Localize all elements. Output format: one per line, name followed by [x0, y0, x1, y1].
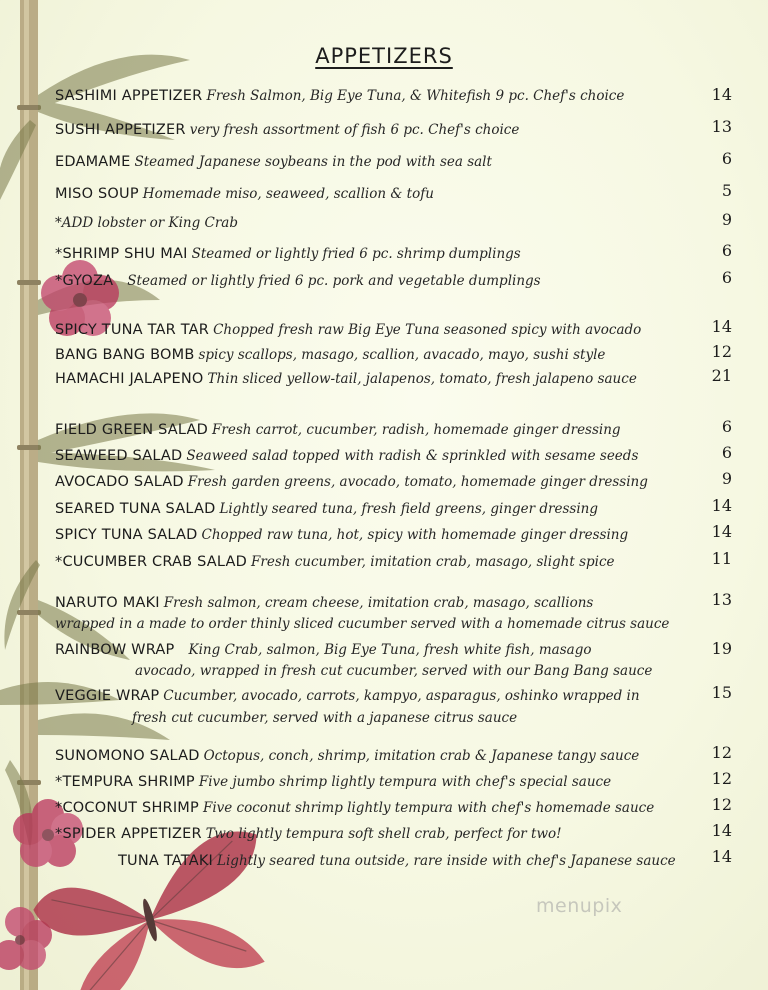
item-price: 6	[721, 417, 732, 436]
item-name: *CUCUMBER CRAB SALAD	[55, 554, 248, 570]
item-description: spicy scallops, masago, scallion, avacado, mayo, sushi style	[198, 347, 606, 363]
item-name: SEAWEED SALAD	[55, 448, 183, 464]
item-price: 6	[721, 149, 732, 168]
item-name: BANG BANG BOMB	[55, 347, 195, 363]
item-name: *GYOZA	[55, 273, 114, 289]
item-price: 5	[721, 181, 732, 200]
item-name: SPICY TUNA SALAD	[55, 527, 198, 543]
item-description: Steamed or lightly fried 6 pc. shrimp dumplings	[191, 246, 521, 262]
item-description: Five jumbo shrimp lightly tempura with chef's special sauce	[198, 774, 612, 790]
item-price: 19	[711, 639, 732, 658]
item-price: 13	[711, 590, 732, 609]
item-price: 21	[711, 366, 732, 385]
menu-item	[55, 638, 680, 660]
item-description: Chopped fresh raw Big Eye Tuna seasoned spicy with avocado	[213, 322, 642, 338]
item-description: Two lightly tempura soft shell crab, perfect for two!	[205, 826, 562, 842]
item-description: Fresh garden greens, avocado, tomato, homemade ginger dressing	[187, 474, 648, 490]
item-description: Octopus, conch, shrimp, imitation crab & Japanese tangy sauce	[203, 748, 640, 764]
item-name: SUSHI APPETIZER	[55, 122, 186, 138]
item-description: Five coconut shrimp lightly tempura with chef's homemade sauce	[202, 800, 655, 816]
menu-item	[55, 822, 680, 844]
item-price: 14	[711, 317, 732, 336]
item-name: SASHIMI APPETIZER	[55, 88, 203, 104]
menu-item	[55, 242, 680, 264]
menu-item	[55, 744, 680, 766]
menu-item	[118, 849, 688, 871]
menu-item	[55, 118, 680, 140]
menu-item	[55, 684, 680, 706]
menu-item	[55, 367, 680, 389]
item-price: 15	[711, 683, 732, 702]
menu-item	[55, 150, 680, 172]
item-description-continued: fresh cut cucumber, served with a japanese citrus sauce	[132, 710, 518, 726]
menu-item	[55, 523, 680, 545]
item-price: 12	[711, 769, 732, 788]
item-price: 14	[711, 85, 732, 104]
menu-item	[55, 182, 680, 204]
menu-item	[55, 318, 680, 340]
item-name: SPICY TUNA TAR TAR	[55, 322, 210, 338]
item-price: 11	[711, 549, 732, 568]
item-price: 12	[711, 342, 732, 361]
item-description: Thin sliced yellow-tail, jalapenos, tomato, fresh jalapeno sauce	[207, 371, 637, 387]
item-name: FIELD GREEN SALAD	[55, 422, 209, 438]
item-description: Seaweed salad topped with radish & sprinkled with sesame seeds	[186, 448, 639, 464]
item-price: 9	[721, 210, 732, 229]
item-description: Homemade miso, seaweed, scallion & tofu	[142, 186, 434, 202]
watermark-logo: menupix	[536, 895, 623, 917]
item-price: 12	[711, 795, 732, 814]
menu-item	[55, 796, 680, 818]
menu-item	[55, 343, 680, 365]
item-description: Steamed Japanese soybeans in the pod with sea salt	[134, 154, 492, 170]
item-description: Lightly seared tuna outside, rare inside with chef's Japanese sauce	[217, 853, 676, 869]
item-name: NARUTO MAKI	[55, 595, 160, 611]
item-description: Steamed or lightly fried 6 pc. pork and vegetable dumplings	[127, 273, 541, 289]
menu-item	[55, 418, 680, 440]
item-description: Fresh cucumber, imitation crab, masago, slight spice	[251, 554, 615, 570]
item-description: Fresh Salmon, Big Eye Tuna, & Whitefish 9 pc. Chef's choice	[206, 88, 625, 104]
item-price: 14	[711, 496, 732, 515]
item-name: TUNA TATAKI	[118, 853, 214, 869]
item-price: 6	[721, 241, 732, 260]
page-title: APPETIZERS	[315, 44, 453, 68]
item-price: 6	[721, 443, 732, 462]
item-name: HAMACHI JALAPENO	[55, 371, 204, 387]
item-price: 13	[711, 117, 732, 136]
menu-item	[55, 470, 680, 492]
item-name: *SHRIMP SHU MAI	[55, 246, 188, 262]
item-name: MISO SOUP	[55, 186, 139, 202]
item-name: *TEMPURA SHRIMP	[55, 774, 195, 790]
item-description: Chopped raw tuna, hot, spicy with homemade ginger dressing	[201, 527, 629, 543]
item-price: 14	[711, 847, 732, 866]
item-price: 14	[711, 522, 732, 541]
item-description: King Crab, salmon, Big Eye Tuna, fresh white fish, masago	[188, 642, 592, 658]
item-price: 12	[711, 743, 732, 762]
menu-item	[55, 269, 680, 291]
menu-item	[55, 770, 680, 792]
item-description: Fresh salmon, cream cheese, imitation crab, masago, scallions	[163, 595, 594, 611]
item-price: 6	[721, 268, 732, 287]
item-description: very fresh assortment of fish 6 pc. Chef's choice	[189, 122, 520, 138]
item-name: VEGGIE WRAP	[55, 688, 160, 704]
menu-item	[55, 444, 680, 466]
menu-item	[55, 591, 680, 613]
item-description: Cucumber, avocado, carrots, kampyo, asparagus, oshinko wrapped in	[163, 688, 640, 704]
item-name: RAINBOW WRAP	[55, 642, 175, 658]
item-name: *SPIDER APPETIZER	[55, 826, 202, 842]
item-name: *COCONUT SHRIMP	[55, 800, 199, 816]
menu-item	[55, 84, 680, 106]
item-price: 14	[711, 821, 732, 840]
menu-item	[55, 550, 680, 572]
menu-item	[55, 211, 680, 233]
item-name: *ADD lobster or King Crab	[55, 215, 238, 231]
item-description: Fresh carrot, cucumber, radish, homemade ginger dressing	[212, 422, 621, 438]
menu-item	[55, 497, 680, 519]
item-price: 9	[721, 469, 732, 488]
item-description: Lightly seared tuna, fresh field greens, ginger dressing	[219, 501, 599, 517]
item-description-continued: avocado, wrapped in fresh cut cucumber, served with our Bang Bang sauce	[135, 663, 653, 679]
item-name: SUNOMONO SALAD	[55, 748, 200, 764]
item-description-continued: wrapped in a made to order thinly sliced cucumber served with a homemade citrus sauce	[55, 616, 670, 632]
item-name: EDAMAME	[55, 154, 131, 170]
item-name: SEARED TUNA SALAD	[55, 501, 216, 517]
item-name: AVOCADO SALAD	[55, 474, 184, 490]
